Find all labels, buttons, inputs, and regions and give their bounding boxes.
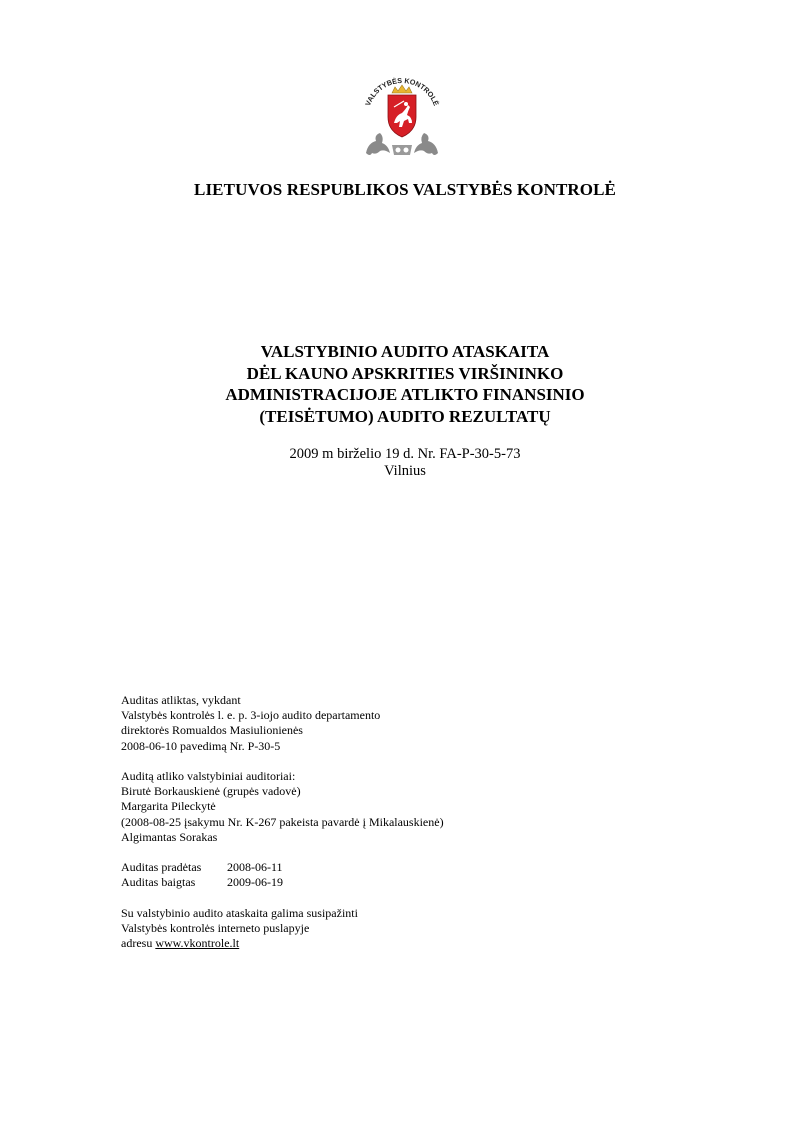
spacer xyxy=(121,845,444,860)
mandate-line: direktorės Romualdos Masiulionienės xyxy=(121,723,303,738)
availability-line: Valstybės kontrolės interneto puslapyje xyxy=(121,921,310,935)
address-line xyxy=(121,936,444,951)
report-title-line: DĖL KAUNO APSKRITIES VIRŠININKO xyxy=(246,363,564,383)
report-title-line: VALSTYBINIO AUDITO ATASKAITA xyxy=(260,342,550,361)
address-prefix: adresu xyxy=(121,936,156,951)
report-title-line: (TEISĖTUMO) AUDITO REZULTATŲ xyxy=(259,406,551,426)
emblem-icon xyxy=(360,73,444,161)
auditors-line: Algimantas Sorakas xyxy=(121,829,218,844)
emblem-arc-text: VALSTYBĖS KONTROLĖ xyxy=(363,75,441,108)
audit-finished-label: Auditas baigtas xyxy=(121,875,196,890)
spacer xyxy=(121,891,444,906)
report-title-line: ADMINISTRACIJOJE ATLIKTO FINANSINIO xyxy=(225,385,585,404)
state-audit-office-emblem xyxy=(360,73,444,161)
audit-started-label: Auditas pradėtas xyxy=(121,860,202,875)
report-meta xyxy=(0,446,794,480)
audit-started-row xyxy=(121,860,444,875)
mandate-line: Auditas atliktas, vykdant xyxy=(121,693,241,707)
website-link[interactable]: www.vkontrole.lt xyxy=(155,936,240,951)
auditors-line: Margarita Pileckytė xyxy=(121,799,216,814)
auditors-line: Birutė Borkauskienė (grupės vadovė) xyxy=(121,784,301,799)
audit-started-date: 2008-06-11 xyxy=(227,860,283,875)
spacer xyxy=(121,754,444,769)
organization-title: LIETUVOS RESPUBLIKOS VALSTYBĖS KONTROLĖ xyxy=(194,180,616,199)
mandate-line: Valstybės kontrolės l. e. p. 3-iojo audito departamento xyxy=(121,708,381,723)
report-date-number: 2009 m birželio 19 d. Nr. FA-P-30-5-73 xyxy=(289,446,521,462)
audit-details xyxy=(121,693,444,951)
mandate-line: 2008-06-10 pavedimą Nr. P-30-5 xyxy=(121,738,281,753)
report-title xyxy=(0,341,794,427)
report-city: Vilnius xyxy=(384,463,426,479)
auditors-line: Auditą atliko valstybiniai auditoriai: xyxy=(121,769,296,783)
audit-finished-date: 2009-06-19 xyxy=(227,875,283,890)
availability-line: Su valstybinio audito ataskaita galima susipažinti xyxy=(121,905,358,920)
auditors-line: (2008-08-25 įsakymu Nr. K-267 pakeista pavardė į Mikalauskienė) xyxy=(121,814,444,829)
audit-finished-row xyxy=(121,875,444,890)
